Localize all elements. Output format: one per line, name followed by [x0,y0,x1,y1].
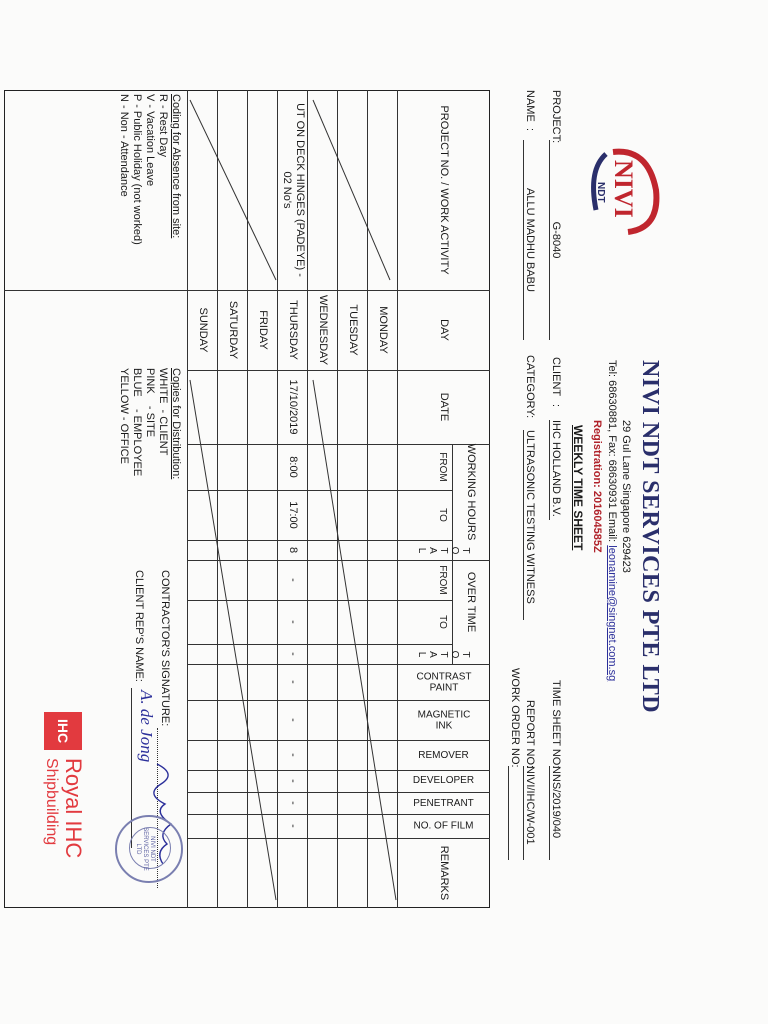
col-ot-total: TOTAL [416,649,472,660]
absence-item: R - Rest Day [157,94,169,157]
contractor-signature-label: CONTRACTOR'S SIGNATURE: [159,570,171,727]
thursday-developer: - [287,779,299,783]
name-label: NAME [524,90,536,122]
time-sheet-label: TIME SHEET NO: [550,680,562,769]
client-value: IHC HOLLAND B.V. [549,420,562,520]
thursday-from: 8:00 [287,456,299,478]
report-value: NIVI/IHC/W-001 [523,766,536,860]
col-film-text: NO. OF FILM [414,820,474,832]
absence-title: Coding for Absence from site: [170,94,182,239]
stamp-text: NIVI NDT SERVICES PTE LTD [135,827,155,871]
distribution-item: BLUE - EMPLOYEE [131,368,143,477]
contact-prefix: Tel: 68630881, Fax: 68630931 Email: [606,360,618,546]
col-contrast-line1: CONTRAST [416,671,472,682]
absence-item: V - Vacation Leave [144,94,156,187]
distribution-item: YELLOW - OFFICE [118,368,130,464]
strike-activity-top [313,100,390,280]
thursday-to: 17:00 [287,501,299,529]
row-day: TUESDAY [347,304,359,356]
col-magnetic-line2: INK [435,720,453,731]
col-penetrant-text: PENETRANT [413,797,475,809]
col-total: TOTAL [416,545,472,556]
thursday-contrast: - [287,680,299,684]
report-label: REPORT NO: [524,700,536,769]
company-email: leonamine@singnet.com.sg [606,545,618,682]
col-from: FROM [437,452,449,482]
time-sheet-value: NNS/2019/040 [549,766,562,860]
ihc-name: Royal IHC [61,758,86,859]
row-day: SATURDAY [227,300,239,360]
client-rep-value: A. de Jong [137,690,156,763]
thursday-ot-to: - [287,620,299,624]
col-activity: PROJECT NO. / WORK ACTIVITY [438,105,450,275]
col-developer-text: DEVELOPER [413,775,475,787]
row-day: FRIDAY [257,310,269,350]
thursday-ot-total: - [287,652,299,656]
thursday-film: - [287,824,299,828]
category-value: ULTRASONIC TESTING WITNESS [523,430,536,620]
activity-line2: 02 No's [281,171,293,209]
category-label: CATEGORY: [524,355,536,419]
col-contrast-line2: PAINT [429,682,459,693]
absence-coding [117,94,182,245]
col-to: TO [437,508,449,522]
activity-line1: UT ON DECK HINGES (PADEYE) - [294,103,306,277]
col-date: DATE [438,392,450,422]
strike-row-top [313,380,396,900]
thursday-penetrant: - [287,801,299,805]
strike-activity-bottom [190,100,276,280]
logo-sub: NDT [595,182,606,203]
logo-text: NIVI [609,160,638,218]
company-stamp [115,815,183,883]
col-remarks: REMARKS [438,845,450,901]
company-name: NIVI NDT SERVICES PTE LTD [637,360,663,714]
col-ot-from: FROM [437,565,449,595]
thursday-ot-from: - [287,578,299,582]
client-colon: : [550,404,562,408]
thursday-remover: - [287,753,299,757]
name-value: ALLU MADHU BABU [523,140,536,340]
thursday-date: 17/10/2019 [287,379,299,435]
ihc-sub: Shipbuilding [43,758,60,846]
ihc-mark: IHC [44,712,82,750]
absence-item: N - Non - Attendance [118,94,130,197]
col-magnetic-line1: MAGNETIC [417,709,471,720]
company-address: 29 Gul Lane Singapore 629423 [620,420,632,573]
col-day: DAY [438,319,450,341]
name-colon: : [524,128,536,132]
row-day: THURSDAY [287,300,299,360]
col-working-hours: WORKING HOURS [465,443,478,541]
thursday-magnetic: - [287,718,299,722]
distribution [117,368,182,479]
client-rep-label: CLIENT REP'S NAME: [133,570,145,682]
row-day: WEDNESDAY [317,294,329,366]
col-ot-to: TO [437,615,449,629]
distribution-title: Copies for Distribution: [170,368,182,480]
thursday-total: 8 [287,546,299,554]
project-label: PROJECT: [550,90,562,144]
work-order-label: WORK ORDER NO: [509,668,521,768]
row-day: MONDAY [377,306,389,354]
row-day: SUNDAY [197,307,209,353]
distribution-item: WHITE - CLIENT [157,368,169,456]
col-remover-text: REMOVER [418,749,470,761]
strike-row-bottom [190,380,276,900]
project-value: G-8040 [549,140,562,340]
col-over-time: OVER TIME [465,571,478,633]
absence-item: P - Public Holiday (not worked) [131,94,143,245]
form-title: WEEKLY TIME SHEET [571,425,585,551]
distribution-item: PINK - SITE [144,368,156,438]
company-registration: Registration: 201604585Z [591,420,603,553]
client-label: CLIENT [550,357,562,397]
